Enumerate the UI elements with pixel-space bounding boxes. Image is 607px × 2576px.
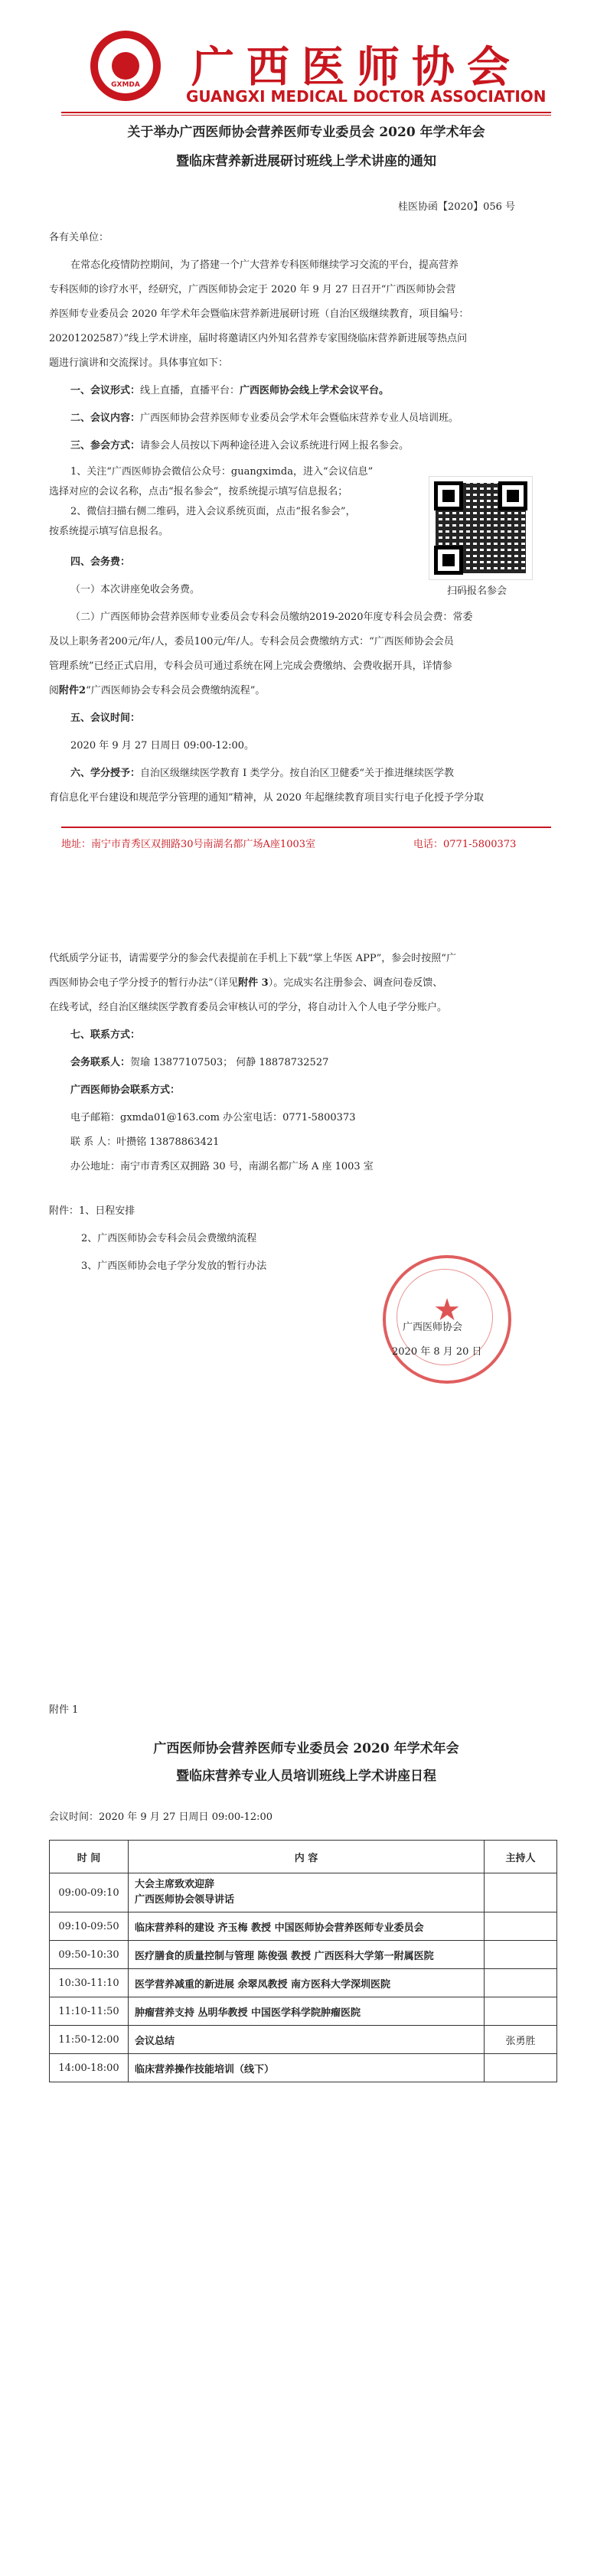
row-time: 09:00-09:10 (50, 1873, 129, 1912)
row-time: 09:10-09:50 (50, 1912, 129, 1941)
row-time: 09:50-10:30 (50, 1941, 129, 1969)
header-divider-thin (61, 115, 551, 116)
row-content: 临床营养科的建设 齐玉梅 教授 中国医师协会营养医师专业委员会 (129, 1912, 485, 1941)
section-label: 一、会议形式： (70, 385, 141, 396)
row-content: 医疗膳食的质量控制与管理 陈俊强 教授 广西医科大学第一附属医院 (129, 1941, 485, 1969)
intro-line: 20201202587）”线上学术讲座，届时将邀请区内外知名营养专家围绕临床营养新进展等热点问 (49, 333, 468, 344)
row-time: 11:50-12:00 (50, 2026, 129, 2054)
notice-title-line1: 关于举办广西医师协会营养医师专业委员会 2020 年学术年会 (127, 125, 485, 140)
association-logo (90, 31, 161, 101)
credits-text: 代纸质学分证书，请需要学分的参会代表提前在手机上下载“掌上华医 APP”，参会时按照“广 (49, 953, 456, 964)
contact-email-phone: 电子邮箱：gxmda01@163.com 办公室电话：0771-5800373 (70, 1112, 356, 1123)
section-fee: 四、会务费： (70, 556, 131, 568)
fee-item-2-tail: 阅附件2“广西医师协会专科会员会费缴纳流程”。 (49, 685, 266, 696)
section-meeting-format: 一、会议形式：线上直播，直播平台：广西医师协会线上学术会议平台。 (70, 385, 390, 396)
table-row (50, 2026, 557, 2054)
appendix-label: 附件 1 (49, 1704, 79, 1716)
org-contact-label: 广西医师协会联系方式： (70, 1084, 181, 1096)
intro-line: 题进行演讲和交流探讨。具体事宜如下： (49, 357, 229, 369)
row-content: 会议总结 (129, 2026, 485, 2054)
signoff-date: 2020 年 8 月 20 日 (392, 1346, 482, 1358)
attendance-way2-cont: 按系统提示填写信息报名。 (49, 526, 169, 537)
intro-line: 养医师专业委员会 2020 年学术年会暨临床营养新进展研讨班（自治区级继续教育，项目编号： (49, 308, 469, 320)
row-host (485, 1969, 557, 1997)
fee-item-2-cont: 管理系统”已经正式启用，专科会员可通过系统在网上完成会费缴纳、会费收据开具，详情参 (49, 660, 452, 672)
section-contact: 七、联系方式： (70, 1029, 141, 1041)
table-row (50, 1912, 557, 1941)
registration-qr-code[interactable] (429, 476, 533, 580)
section-attendance: 三、参会方式：请参会人员按以下两种途径进入会议系统进行网上报名参会。 (70, 440, 410, 452)
row-content: 大会主席致欢迎辞 广西医师协会领导讲话 (129, 1873, 485, 1912)
table-row (50, 1873, 557, 1912)
intro-line: 专科医师的诊疗水平，经研究，广西医师协会定于 2020 年 9 月 27 日召开“广西医师协会营 (49, 284, 456, 295)
fee-item-2-cont: 及以上职务者200元/年/人，委员100元/年/人。专科会员会费缴纳方式：“广西医师协会会员 (49, 636, 454, 647)
contact-address: 办公地址：南宁市青秀区双拥路 30 号，南湖名都广场 A 座 1003 室 (70, 1161, 374, 1172)
table-row (50, 2054, 557, 2082)
org-name-cn: 广西医师协会 (191, 43, 522, 93)
credits-text: 育信息化平台建设和规范学分管理的通知”精神，从 2020 年起继续教育项目实行电子化授予学分取 (49, 792, 484, 804)
row-time: 11:10-11:50 (50, 1997, 129, 2026)
row-content: 临床营养操作技能培训（线下） (129, 2054, 485, 2082)
row-host (485, 1912, 557, 1941)
attendance-way1: 1、关注“广西医师协会微信公众号：guangximda，进入“会议信息” (70, 466, 374, 478)
column-header: 主持人 (485, 1841, 557, 1873)
intro-line: 在常态化疫情防控期间，为了搭建一个广大营养专科医师继续学习交流的平台，提高营养 (70, 259, 459, 271)
notice-title-line2: 暨临床营养新进展研讨班线上学术讲座的通知 (176, 154, 436, 169)
footer-phone: 电话：0771-5800373 (413, 839, 517, 850)
official-seal: ★ (383, 1255, 511, 1384)
affairs-contact: 会务联系人：贺瑜 13877107503； 何静 18878732527 (70, 1057, 329, 1068)
schedule-table (49, 1840, 557, 2082)
fee-item-1: （一）本次讲座免收会务费。 (70, 584, 201, 595)
row-content: 医学营养减重的新进展 余翠凤教授 南方医科大学深圳医院 (129, 1969, 485, 1997)
logo-text: GXMDA (111, 81, 140, 89)
attachment-list: 附件：1、日程安排 (49, 1205, 135, 1217)
platform-name: 广西医师协会线上学术会议平台。 (240, 385, 390, 396)
section-credits: 六、学分授予：自治区级继续医学教育 I 类学分。按自治区卫健委“关于推进继续医学教 (70, 768, 455, 779)
row-host (485, 1941, 557, 1969)
signoff-org: 广西医师协会 (403, 1322, 463, 1333)
footer-address: 地址：南宁市青秀区双拥路30号南湖名都广场A座1003室 (61, 839, 316, 850)
document-number: 桂医协函【2020】056 号 (398, 201, 516, 213)
meeting-time: 2020 年 9 月 27 日周日 09:00-12:00。 (70, 740, 255, 752)
attendance-way1-cont: 选择对应的会议名称，点击“报名参会”，按系统提示填写信息报名； (49, 486, 348, 497)
row-host: 张勇胜 (485, 2026, 557, 2054)
row-host (485, 1873, 557, 1912)
org-name-en: GUANGXI MEDICAL DOCTOR ASSOCIATION (186, 87, 547, 106)
attachment-item: 3、广西医师协会电子学分发放的暂行办法 (81, 1260, 267, 1272)
salutation: 各有关单位： (49, 232, 109, 243)
attachment-item: 2、广西医师协会专科会员会费缴纳流程 (81, 1233, 257, 1244)
attachment-ref: 附件2 (59, 685, 86, 696)
appendix-meeting-time: 会议时间：2020 年 9 月 27 日周日 09:00-12:00 (49, 1811, 273, 1823)
table-row (50, 1969, 557, 1997)
row-content: 肿瘤营养支持 丛明华教授 中国医学科学院肿瘤医院 (129, 1997, 485, 2026)
row-time: 14:00-18:00 (50, 2054, 129, 2082)
table-row (50, 1941, 557, 1969)
section-meeting-content: 二、会议内容：广西医师协会营养医师专业委员会学术年会暨临床营养专业人员培训班。 (70, 412, 459, 424)
appendix-title-line2: 暨临床营养专业人员培训班线上学术讲座日程 (176, 1769, 436, 1784)
attendance-way2: 2、微信扫描右侧二维码，进入会议系统页面，点击“报名参会”， (70, 506, 356, 517)
credits-text: 在线考试，经自治区继续医学教育委员会审核认可的学分，将自动计入个人电子学分账户。 (49, 1002, 448, 1013)
column-header: 时 间 (50, 1841, 129, 1873)
qr-caption: 扫码报名参会 (447, 585, 507, 597)
credits-text: 西医师协会电子学分授予的暂行办法”（详见附件 3）。完成实名注册参会、调查问卷反馈、 (49, 977, 443, 989)
table-row (50, 1997, 557, 2026)
footer-divider (61, 827, 551, 828)
header-divider (61, 112, 551, 113)
row-time: 10:30-11:10 (50, 1969, 129, 1997)
row-host (485, 1997, 557, 2026)
contact-person: 联 系 人：叶攒铭 13878863421 (70, 1136, 220, 1148)
section-time: 五、会议时间： (70, 712, 141, 724)
column-header: 内 容 (129, 1841, 485, 1873)
table-header-row (50, 1841, 557, 1873)
fee-item-2: （二）广西医师协会营养医师专业委员会专科会员缴纳2019-2020年度专科会员会费：常委 (70, 611, 473, 623)
row-host (485, 2054, 557, 2082)
appendix-title-line1: 广西医师协会营养医师专业委员会 2020 年学术年会 (153, 1741, 459, 1756)
